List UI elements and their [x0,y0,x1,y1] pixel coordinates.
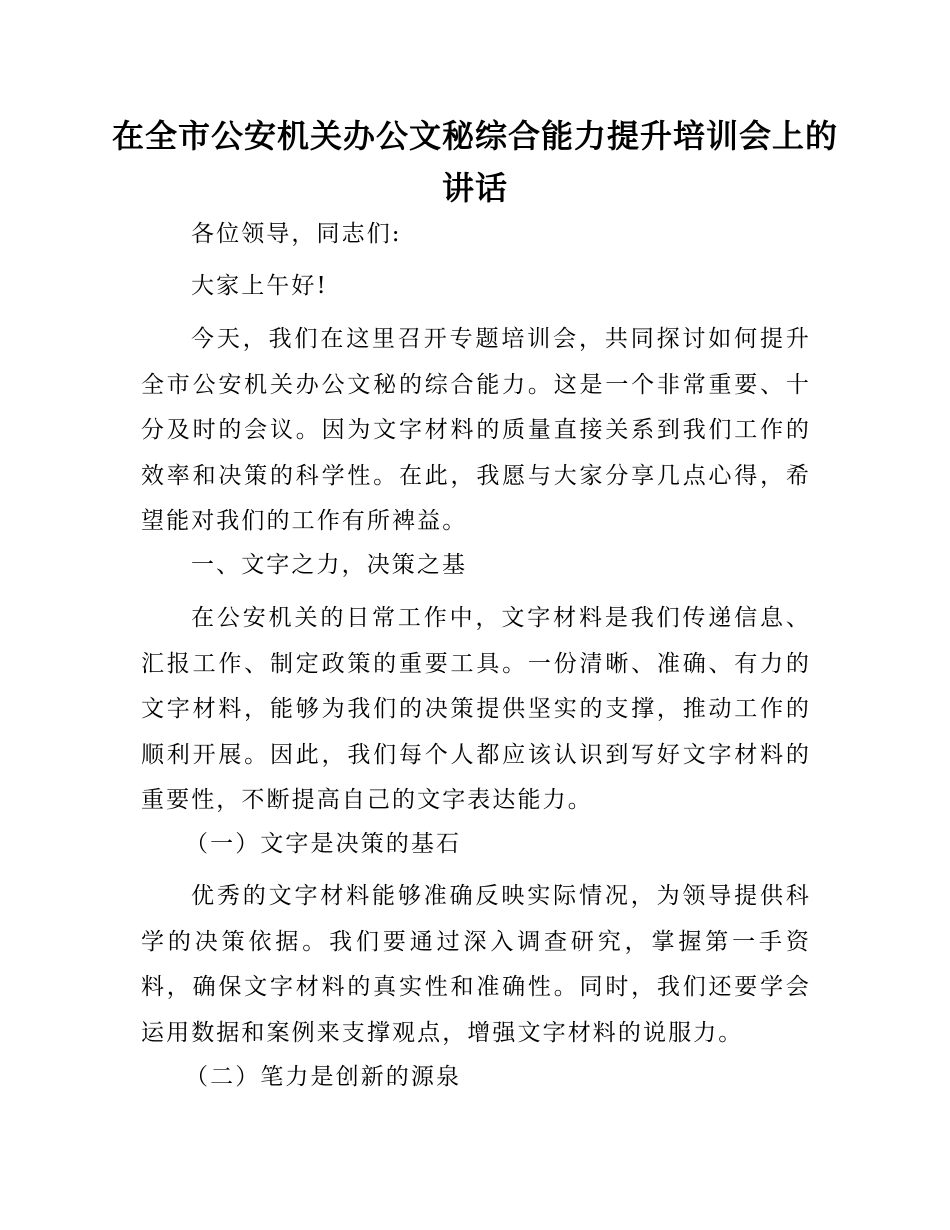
paragraph-opening: 今天，我们在这里召开专题培训会，共同探讨如何提升全市公安机关办公文秘的综合能力。这是一个非常重要、十分及时的会议。因为文字材料的质量直接关系到我们工作的效率和决策的科学性。在此，我愿与大家分享几点心得，希望能对我们的工作有所裨益。 [141,326,811,534]
salutation: 各位领导，同志们: [191,221,402,247]
subsection-heading-2: （二）笔力是创新的源泉 [185,1064,462,1090]
paragraph-subsection-1: 优秀的文字材料能够准确反映实际情况，为领导提供科学的决策依据。我们要通过深入调查研究，掌握第一手资料，确保文字材料的真实性和准确性。同时，我们还要学会运用数据和案例来支撑观点，增强文字材料的说服力。 [141,883,811,1046]
subsection-heading-1: （一）文字是决策的基石 [185,831,462,857]
paragraph-section-1: 在公安机关的日常工作中，文字材料是我们传递信息、汇报工作、制定政策的重要工具。一份清晰、准确、有力的文字材料，能够为我们的决策提供坚实的支撑，推动工作的顺利开展。因此，我们每个人都应该认识到写好文字材料的重要性，不断提高自己的文字表达能力。 [141,605,811,813]
section-heading-1: 一、文字之力，决策之基 [191,552,468,578]
greeting: 大家上午好! [191,273,328,299]
document-title: 在全市公安机关办公文秘综合能力提升培训会上的讲话 [111,117,838,207]
